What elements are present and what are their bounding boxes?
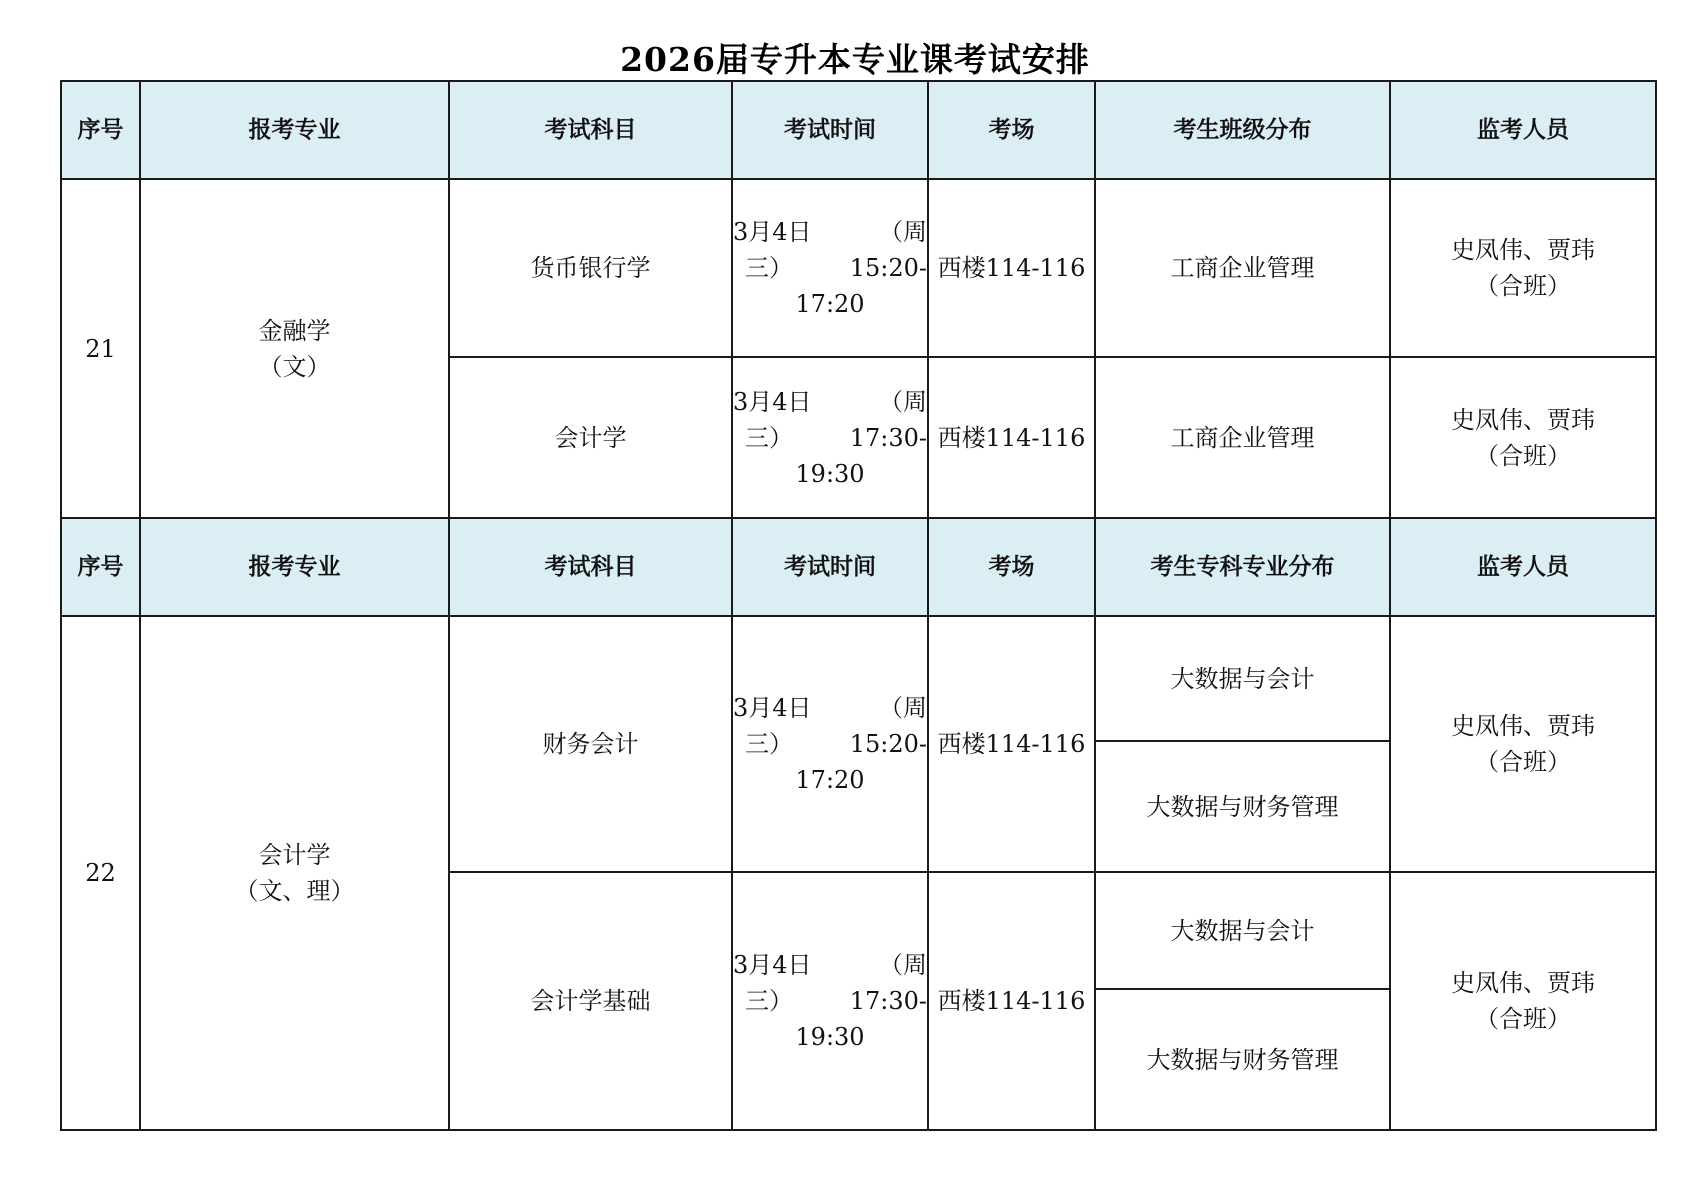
exam-week-close: 三） <box>745 730 793 758</box>
proctor-names: 史凤伟、贾玮 <box>1451 236 1595 264</box>
header-subject: 考试科目 <box>449 518 732 616</box>
row-index: 22 <box>61 616 140 1130</box>
major-name: 金融学 <box>258 316 331 345</box>
exam-time-end: 19:30 <box>795 1023 865 1051</box>
exam-time-range: 15:20- <box>849 730 927 758</box>
header-row <box>61 81 1656 179</box>
subject-cell: 财务会计 <box>449 616 732 872</box>
proctor-cell <box>1390 357 1656 518</box>
header-index: 序号 <box>61 81 140 179</box>
major-track: （文、理） <box>234 877 355 905</box>
proctor-cell <box>1390 872 1656 1130</box>
exam-time-range: 15:20- <box>849 254 927 282</box>
subject-cell: 会计学基础 <box>449 872 732 1130</box>
header-subject: 考试科目 <box>449 81 732 179</box>
subject-cell: 会计学 <box>449 357 732 518</box>
row-index: 21 <box>61 179 140 518</box>
proctor-note: （合班） <box>1475 748 1571 776</box>
proctor-cell <box>1390 616 1656 872</box>
proctor-note: （合班） <box>1475 441 1571 470</box>
exam-time-range: 17:30- <box>849 987 927 1015</box>
header-index: 序号 <box>61 518 140 616</box>
major-track: （文） <box>258 352 331 381</box>
time-cell <box>732 872 928 1130</box>
class-cell: 大数据与财务管理 <box>1095 989 1390 1130</box>
class-cell: 大数据与会计 <box>1095 616 1390 741</box>
exam-time-range: 17:30- <box>849 423 927 452</box>
room-cell: 西楼114-116 <box>928 179 1095 357</box>
room-cell: 西楼114-116 <box>928 872 1095 1130</box>
exam-week-open: （周 <box>879 694 927 722</box>
major-cell <box>140 179 449 518</box>
proctor-note: （合班） <box>1475 1005 1571 1033</box>
proctor-names: 史凤伟、贾玮 <box>1451 969 1595 997</box>
exam-date: 3月4日 <box>733 694 812 722</box>
page-title: 2026届专升本专业课考试安排 <box>620 40 1090 79</box>
exam-time-end: 19:30 <box>795 459 865 488</box>
exam-date: 3月4日 <box>733 218 812 246</box>
exam-date: 3月4日 <box>733 951 812 979</box>
header-row <box>61 518 1656 616</box>
class-cell: 工商企业管理 <box>1095 179 1390 357</box>
header-time: 考试时间 <box>732 518 928 616</box>
header-major: 报考专业 <box>140 518 449 616</box>
header-room: 考场 <box>928 81 1095 179</box>
proctor-note: （合班） <box>1475 272 1571 300</box>
header-classes: 考生专科专业分布 <box>1095 518 1390 616</box>
header-major: 报考专业 <box>140 81 449 179</box>
exam-time-end: 17:20 <box>795 766 865 794</box>
exam-week-close: 三） <box>745 987 793 1015</box>
exam-week-open: （周 <box>879 951 927 979</box>
header-proctor: 监考人员 <box>1390 81 1656 179</box>
class-cell: 大数据与财务管理 <box>1095 741 1390 872</box>
exam-week-open: （周 <box>879 218 927 246</box>
table-row <box>61 179 1656 357</box>
exam-week-close: 三） <box>745 423 793 452</box>
proctor-names: 史凤伟、贾玮 <box>1451 405 1595 434</box>
time-cell <box>732 179 928 357</box>
room-cell: 西楼114-116 <box>928 357 1095 518</box>
exam-week-close: 三） <box>745 254 793 282</box>
major-name: 会计学 <box>258 841 331 869</box>
time-cell <box>732 616 928 872</box>
header-room: 考场 <box>928 518 1095 616</box>
class-cell: 大数据与会计 <box>1095 872 1390 989</box>
header-time: 考试时间 <box>732 81 928 179</box>
time-cell <box>732 357 928 518</box>
exam-date: 3月4日 <box>733 387 812 416</box>
exam-week-open: （周 <box>879 387 927 416</box>
proctor-cell <box>1390 179 1656 357</box>
table-row <box>61 616 1656 741</box>
header-proctor: 监考人员 <box>1390 518 1656 616</box>
subject-cell: 货币银行学 <box>449 179 732 357</box>
header-classes: 考生班级分布 <box>1095 81 1390 179</box>
exam-schedule-table <box>60 80 1657 1131</box>
proctor-names: 史凤伟、贾玮 <box>1451 712 1595 740</box>
class-cell: 工商企业管理 <box>1095 357 1390 518</box>
major-cell <box>140 616 449 1130</box>
exam-time-end: 17:20 <box>795 290 865 318</box>
room-cell: 西楼114-116 <box>928 616 1095 872</box>
